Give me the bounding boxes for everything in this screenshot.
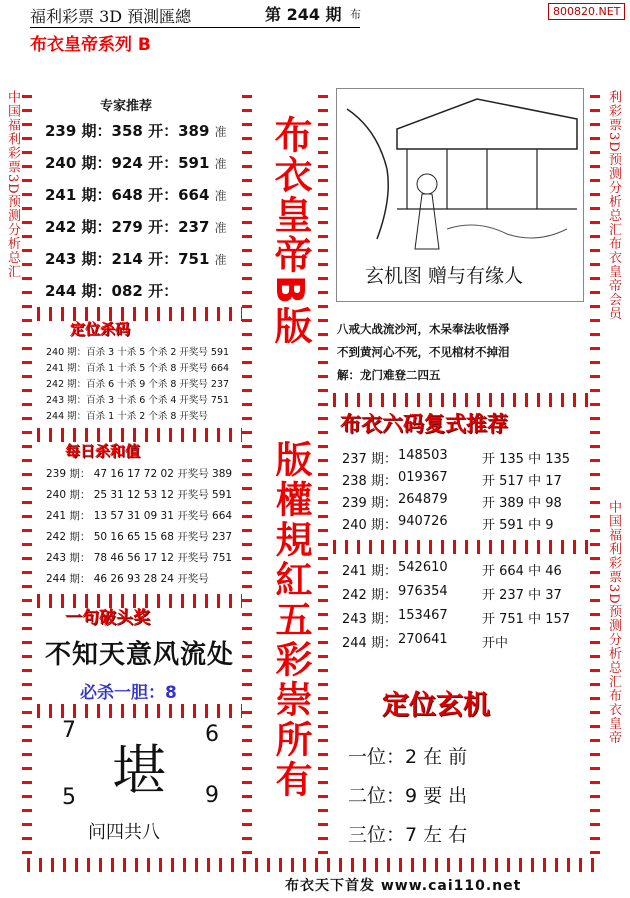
poem-line-1: 八戒大战流沙河，木呆奉法收悟淨 (337, 322, 510, 336)
list-item: 243 期： 78 46 56 17 12 开奖号 751 (46, 552, 233, 564)
left-border (22, 90, 32, 860)
pojiang-phrase: 不知天意风流处 (45, 640, 235, 670)
row-num: 270641 (398, 632, 448, 647)
divider-band (328, 393, 590, 407)
table-row (342, 514, 582, 530)
table-row (342, 470, 582, 492)
puzzle-tl: 7 (62, 718, 76, 743)
hezhi-title: 每日杀和值 (65, 442, 141, 460)
pojiang-title: 一句破头奖 (65, 608, 150, 628)
dingwei-title: 定位杀码 (70, 320, 131, 338)
page-title: 福利彩票 3D 預測匯總 (30, 7, 192, 26)
list-item: 243 期：百杀 3 十杀 6 个杀 4 开奖号 751 (46, 395, 230, 406)
right-side-text-2: 中国福利彩票3D预测分析总汇布衣皇帝 (606, 500, 621, 745)
center-column-top: 布衣皇帝B版 (268, 115, 312, 346)
series-title: 布衣皇帝系列 B (30, 35, 151, 55)
footer: 布衣天下首发 www.cai110.net (285, 878, 522, 894)
row-res: 开 751 中 157 (482, 612, 571, 627)
row-res: 开中 (482, 636, 509, 651)
row-res: 开 591 中 9 (482, 518, 554, 530)
table-row (342, 492, 582, 514)
puzzle-caption: 问四共八 (88, 822, 160, 843)
expert-row-label: 244 期：082 开： (45, 282, 179, 300)
expert-list (45, 120, 240, 312)
row-res: 开 237 中 37 (482, 588, 562, 603)
table-row (342, 632, 582, 656)
expert-row-label: 243 期：214 开：751 (45, 250, 210, 268)
expert-row-mark: 准 (214, 189, 227, 203)
bottom-band (22, 858, 600, 872)
row-issue: 238 期： (342, 474, 397, 489)
row-issue: 237 期： (342, 452, 397, 467)
list-item: 241 期： 13 57 31 09 31 开奖号 664 (46, 510, 233, 522)
table-row (342, 584, 582, 608)
list-item: 242 期： 50 16 65 15 68 开奖号 237 (46, 531, 233, 543)
liuma-list-2 (342, 560, 582, 656)
expert-row (45, 216, 240, 248)
expert-row (45, 120, 240, 152)
house-illustration (337, 89, 583, 259)
list-item: 一位：2 在 前 (348, 746, 468, 768)
puzzle-tr: 6 (205, 722, 219, 747)
row-issue: 240 期： (342, 518, 397, 530)
poem-answer: 解：龙门难登二四五 (337, 368, 441, 382)
puzzle-bl: 5 (62, 785, 76, 810)
expert-row-label: 242 期：279 开：237 (45, 218, 210, 236)
row-num: 148503 (398, 448, 448, 463)
list-item: 241 期：百杀 1 十杀 5 个杀 8 开奖号 664 (46, 363, 230, 374)
list-item: 242 期：百杀 6 十杀 9 个杀 8 开奖号 237 (46, 379, 230, 390)
issue-suffix: 布 (350, 8, 361, 21)
expert-row-mark: 准 (214, 125, 227, 139)
xuanji-picture (336, 88, 584, 302)
row-num: 153467 (398, 608, 448, 623)
issue-number: 第 244 期 (265, 5, 342, 24)
puzzle-br: 9 (205, 783, 219, 808)
list-item: 240 期：百杀 3 十杀 5 个杀 2 开奖号 591 (46, 347, 230, 358)
row-num: 976354 (398, 584, 448, 599)
expert-row-label: 239 期：358 开：389 (45, 122, 210, 140)
list-item: 239 期： 47 16 17 72 02 开奖号 389 (46, 468, 233, 480)
expert-row-label: 240 期：924 开：591 (45, 154, 210, 172)
bisha-text: 必杀一胆：8 (80, 683, 177, 703)
header (0, 0, 630, 60)
dingwei-xuanji-title: 定位玄机 (382, 690, 490, 721)
row-issue: 241 期： (342, 564, 397, 579)
row-num: 940726 (398, 514, 448, 529)
hezhi-list (46, 466, 232, 592)
liuma-title: 布衣六码复式推荐 (340, 412, 508, 436)
puzzle-center: 堪 (112, 739, 166, 802)
xuanji-caption: 玄机图 赠与有缘人 (365, 265, 524, 287)
row-res: 开 389 中 98 (482, 496, 562, 511)
row-num: 264879 (398, 492, 448, 507)
mid-left-border (242, 90, 252, 860)
list-item: 240 期： 25 31 12 53 12 开奖号 591 (46, 489, 233, 501)
row-res: 开 135 中 135 (482, 452, 571, 467)
list-item: 244 期： 46 26 93 28 24 开奖号 (46, 573, 209, 585)
row-issue: 239 期： (342, 496, 397, 511)
row-issue: 242 期： (342, 588, 397, 603)
table-row (342, 608, 582, 632)
divider-band (32, 307, 242, 321)
expert-row-mark: 准 (214, 253, 227, 267)
poem (337, 318, 510, 387)
watermark: 800820.NET (548, 3, 625, 20)
row-res: 开 517 中 17 (482, 474, 562, 489)
liuma-list (342, 448, 582, 530)
header-line (30, 27, 360, 28)
row-issue: 244 期： (342, 636, 397, 651)
row-issue: 243 期： (342, 612, 397, 627)
list-item: 三位：7 左 右 (348, 824, 468, 846)
expert-row (45, 152, 240, 184)
table-row (342, 560, 582, 584)
row-res: 开 664 中 46 (482, 564, 562, 579)
mid-right-border (318, 90, 328, 860)
row-num: 019367 (398, 470, 448, 485)
expert-row (45, 248, 240, 280)
poem-line-2: 不到黄河心不死，不见棺材不掉泪 (337, 345, 510, 359)
row-num: 542610 (398, 560, 448, 575)
right-border (590, 90, 600, 860)
table-row (342, 448, 582, 470)
dingwei-xuanji-list (348, 738, 467, 855)
center-column-bottom: 版權規紅五彩崇所有 (269, 440, 312, 800)
right-side-text: 利彩票3D预测分析总汇布衣皇帝会员 (606, 90, 621, 321)
expert-row-mark: 准 (214, 157, 227, 171)
list-item: 二位：9 要 出 (348, 785, 468, 807)
left-side-text: 中国福利彩票3D预测分析总汇 (5, 90, 20, 279)
divider-band (328, 540, 590, 554)
expert-row (45, 184, 240, 216)
expert-row-mark: 准 (214, 221, 227, 235)
list-item: 244 期：百杀 1 十杀 2 个杀 8 开奖号 (46, 411, 208, 422)
expert-row-label: 241 期：648 开：664 (45, 186, 210, 204)
expert-title: 专家推荐 (100, 99, 153, 114)
dingwei-list (46, 344, 229, 424)
divider-band (32, 704, 242, 718)
